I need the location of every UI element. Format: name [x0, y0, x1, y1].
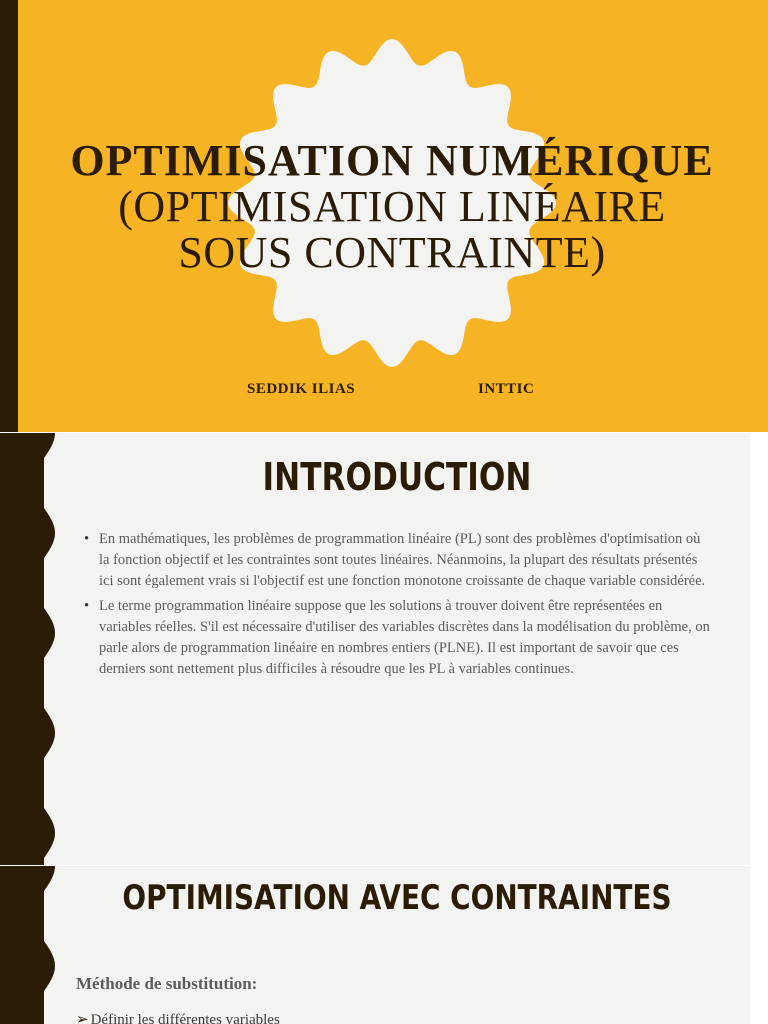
bullet-item: [84, 529, 710, 592]
slide-right-edge: [750, 433, 768, 865]
title-line-2: (OPTIMISATION LINÉAIRE: [118, 182, 666, 231]
arrow-bullet-icon: ➢: [76, 1012, 89, 1024]
author-name: SEDDIK ILIAS: [247, 381, 356, 397]
introduction-slide: [0, 433, 768, 865]
organization-name: INTTIC: [478, 381, 535, 397]
step-text: Définir les différentes variables: [90, 1012, 280, 1024]
slide-right-edge: [750, 866, 768, 1024]
presentation-title: [40, 138, 744, 276]
bullet-item: [84, 596, 710, 680]
slide-heading: OPTIMISATION AVEC CONTRAINTES: [122, 878, 672, 918]
method-label: Méthode de substitution:: [76, 974, 258, 993]
title-line-1: OPTIMISATION NUMÉRIQUE: [70, 136, 714, 185]
bullet-text: En mathématiques, les problèmes de programmation linéaire (PL) sont des problèmes d'optimisation où la fonction objectif et les contraintes sont toutes linéaires. Néanmoins, la plupart des résultats présentés ici sont également vrais si l'objectif est une fonction monotone croissante de chaque variable considérée.: [99, 531, 706, 589]
step-item: [76, 1010, 280, 1024]
bullet-icon: •: [84, 531, 90, 547]
bullet-list: [84, 529, 710, 684]
bullet-icon: •: [84, 598, 90, 614]
constraints-slide: [0, 866, 768, 1024]
bullet-text: Le terme programmation linéaire suppose que les solutions à trouver doivent être représentées en variables réelles. S'il est nécessaire d'utiliser des variables discrètes dans la modélisation du problème, on parle alors de programmation linéaire en nombres entiers (PLNE). Il est important de savoir que ces derniers sont nettement plus difficiles à résoudre que les PL à variables continues.: [99, 598, 710, 677]
title-line-3: SOUS CONTRAINTE): [178, 228, 606, 277]
wavy-left-border: [0, 866, 60, 1024]
slide-heading: INTRODUCTION: [262, 455, 532, 499]
wavy-left-border: [0, 433, 60, 865]
title-slide: [0, 0, 768, 432]
